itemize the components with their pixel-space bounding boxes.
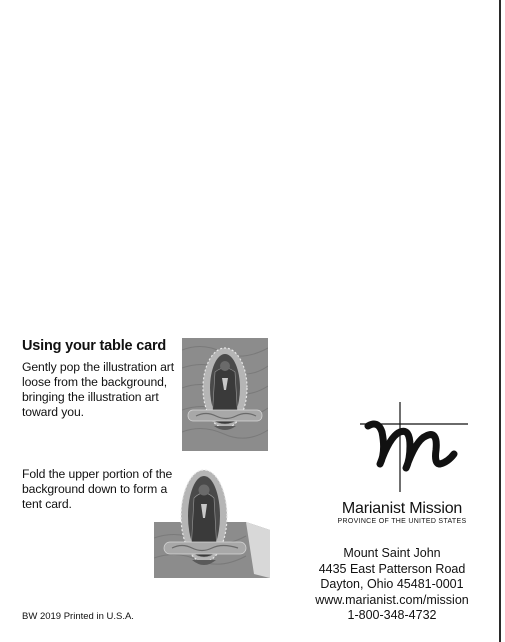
organization-subtitle: PROVINCE OF THE UNITED STATES xyxy=(337,518,467,525)
card-illustration-flat xyxy=(182,338,268,451)
print-code: BW 2019 Printed in U.S.A. xyxy=(22,611,134,622)
organization-name: Marianist Mission xyxy=(341,500,463,517)
card-illustration-tent xyxy=(154,466,270,579)
address-block xyxy=(308,546,476,624)
instructions-heading: Using your table card xyxy=(22,338,167,354)
instruction-step-2: Fold the upper portion of the background down to form a tent card. xyxy=(22,467,173,511)
address-line: 4435 East Patterson Road xyxy=(318,561,466,576)
address-line: Mount Saint John xyxy=(343,546,441,560)
phone-line: 1-800-348-4732 xyxy=(347,608,437,623)
address-line: Dayton, Ohio 45481-0001 xyxy=(320,577,464,592)
marianist-logo xyxy=(360,402,468,492)
instruction-step-1: Gently pop the illustration art loose from the background, bringing the illustration art toward you. xyxy=(22,360,175,419)
page-edge-line xyxy=(499,0,501,642)
website-line: www.marianist.com/mission xyxy=(315,592,469,607)
